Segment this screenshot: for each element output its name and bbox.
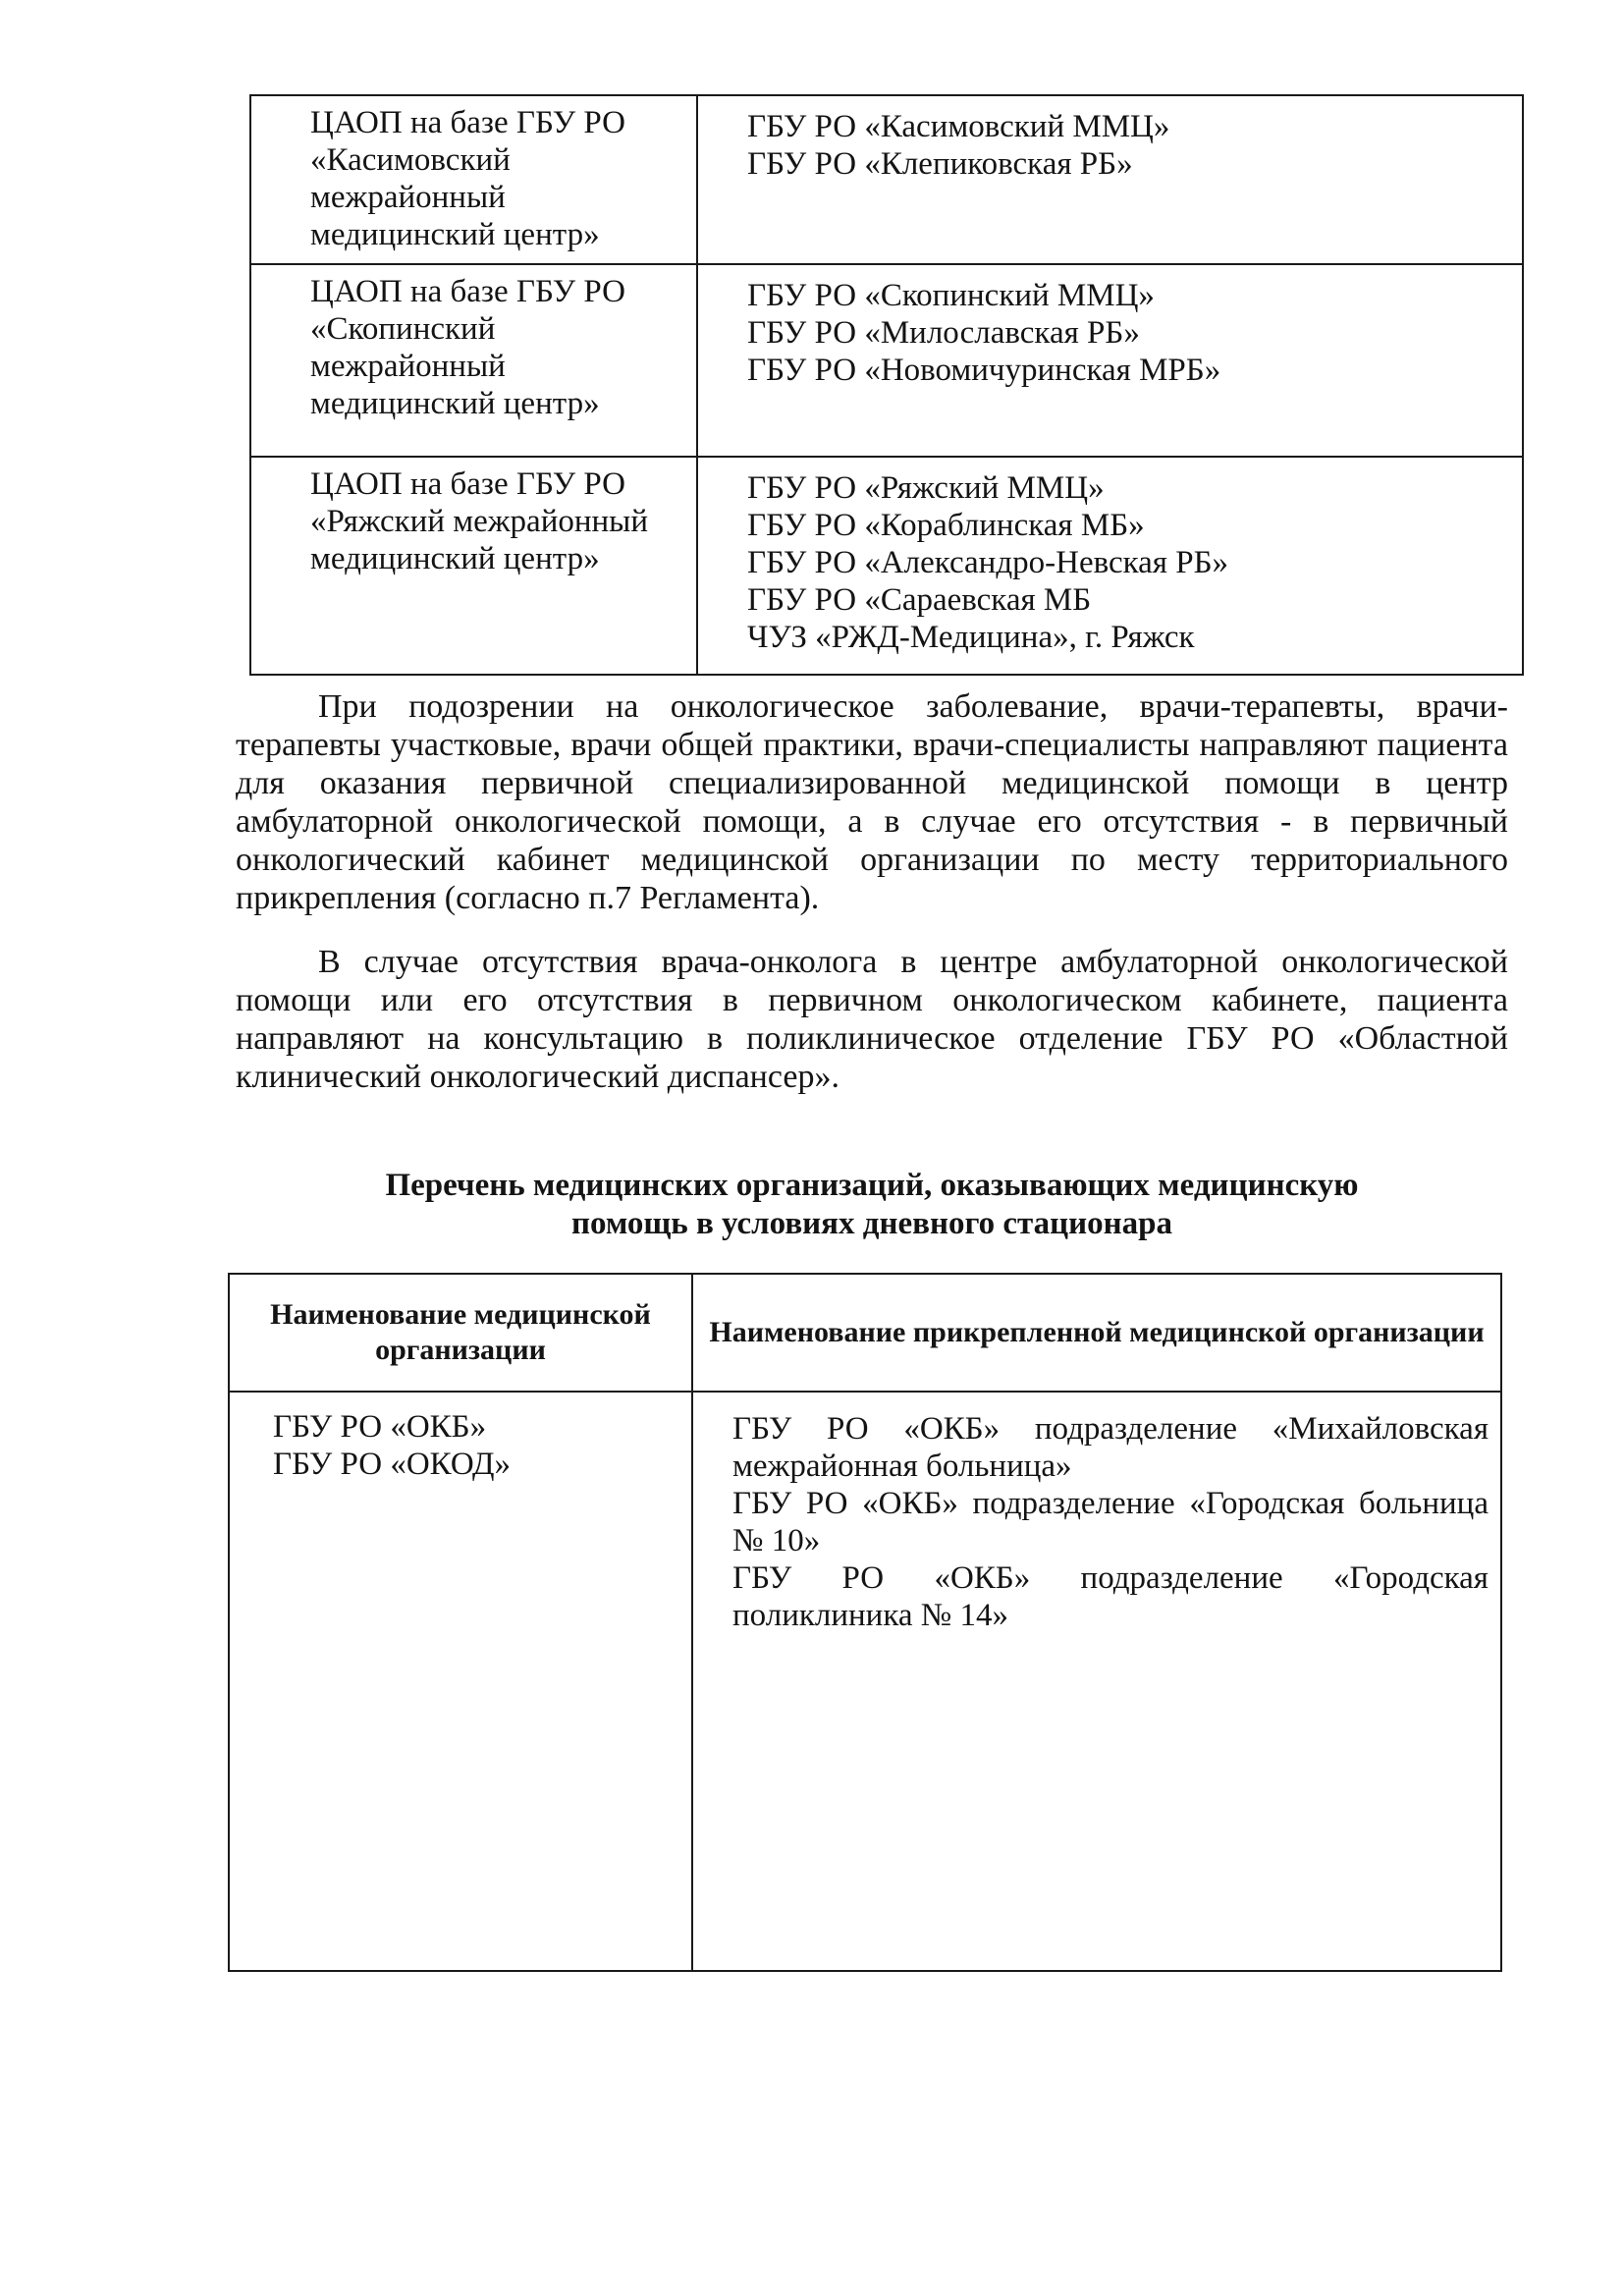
center-line: ЦАОП на базе ГБУ РО <box>310 466 625 502</box>
center-line: ЦАОП на базе ГБУ РО <box>310 105 625 140</box>
attached-org: ГБУ РО «Кораблинская МБ» <box>747 508 1145 543</box>
center-line: медицинский центр» <box>310 386 600 421</box>
attached-org: ГБУ РО «ОКБ» подразделение «Городская поликлиника № 14» <box>732 1560 1489 1633</box>
day-hospital-table <box>228 1273 1502 1972</box>
attached-org: ГБУ РО «Новомичуринская МРБ» <box>747 353 1221 388</box>
attached-org: ГБУ РО «ОКБ» подразделение «Городская больница № 10» <box>732 1486 1489 1558</box>
attached-orgs-cell <box>697 264 1523 457</box>
organization-name: ГБУ РО «ОКОД» <box>273 1447 512 1482</box>
attached-org: ГБУ РО «Скопинский ММЦ» <box>747 278 1155 313</box>
referral-paragraph: При подозрении на онкологическое заболевание, врачи-терапевты, врачи-терапевты участковые, врачи общей практики, врачи-специалисты направляют пациента для оказания первичной специализированной медицинской помощи в центр амбулаторной онкологической помощи, а в случае его отсутствия - в первичный онкологический кабинет медицинской организации по месту территориального прикрепления (согласно п.7 Регламента). <box>236 688 1508 916</box>
table-header-row <box>229 1274 1501 1392</box>
center-cell <box>250 264 697 457</box>
center-cell <box>250 457 697 675</box>
attached-org: ГБУ РО «Клепиковская РБ» <box>747 146 1133 182</box>
table-row <box>250 95 1523 264</box>
center-cell <box>250 95 697 264</box>
center-line: межрайонный <box>310 180 506 215</box>
attached-orgs-cell <box>697 95 1523 264</box>
center-line: «Касимовский <box>310 142 511 178</box>
attached-org: ЧУЗ «РЖД-Медицина», г. Ряжск <box>747 620 1195 655</box>
center-line: «Ряжский межрайонный <box>310 504 649 539</box>
attached-org: ГБУ РО «ОКБ» подразделение «Михайловская межрайонная больница» <box>732 1411 1489 1484</box>
table-row <box>250 264 1523 457</box>
day-hospital-heading <box>236 1167 1508 1243</box>
heading-line: помощь в условиях дневного стационара <box>570 1206 1173 1241</box>
column-header: Наименование медицинской организации <box>229 1274 692 1392</box>
center-line: медицинский центр» <box>310 541 600 576</box>
attached-org: ГБУ РО «Александро-Невская РБ» <box>747 545 1229 580</box>
attached-org: ГБУ РО «Касимовский ММЦ» <box>747 109 1170 144</box>
column-header: Наименование прикрепленной медицинской организации <box>692 1274 1501 1392</box>
center-line: ЦАОП на базе ГБУ РО <box>310 274 625 309</box>
table-row <box>229 1392 1501 1971</box>
attached-orgs-cell <box>697 457 1523 675</box>
attached-orgs-cell <box>692 1392 1501 1971</box>
heading-line: Перечень медицинских организаций, оказывающих медицинскую <box>385 1168 1359 1203</box>
organization-cell <box>229 1392 692 1971</box>
attached-org: ГБУ РО «Милославская РБ» <box>747 315 1140 351</box>
attached-org: ГБУ РО «Ряжский ММЦ» <box>747 470 1105 506</box>
center-line: медицинский центр» <box>310 217 600 252</box>
attached-org: ГБУ РО «Сараевская МБ <box>747 582 1092 618</box>
organization-name: ГБУ РО «ОКБ» <box>273 1409 487 1445</box>
consultation-paragraph: В случае отсутствия врача-онколога в центре амбулаторной онкологической помощи или его отсутствия в первичном онкологическом кабинете, пациента направляют на консультацию в поликлиническое отделение ГБУ РО «Областной клинический онкологический диспансер». <box>236 944 1508 1095</box>
center-line: межрайонный <box>310 349 506 384</box>
cancer-care-centers-table <box>249 94 1524 676</box>
center-line: «Скопинский <box>310 311 496 347</box>
table-row <box>250 457 1523 675</box>
